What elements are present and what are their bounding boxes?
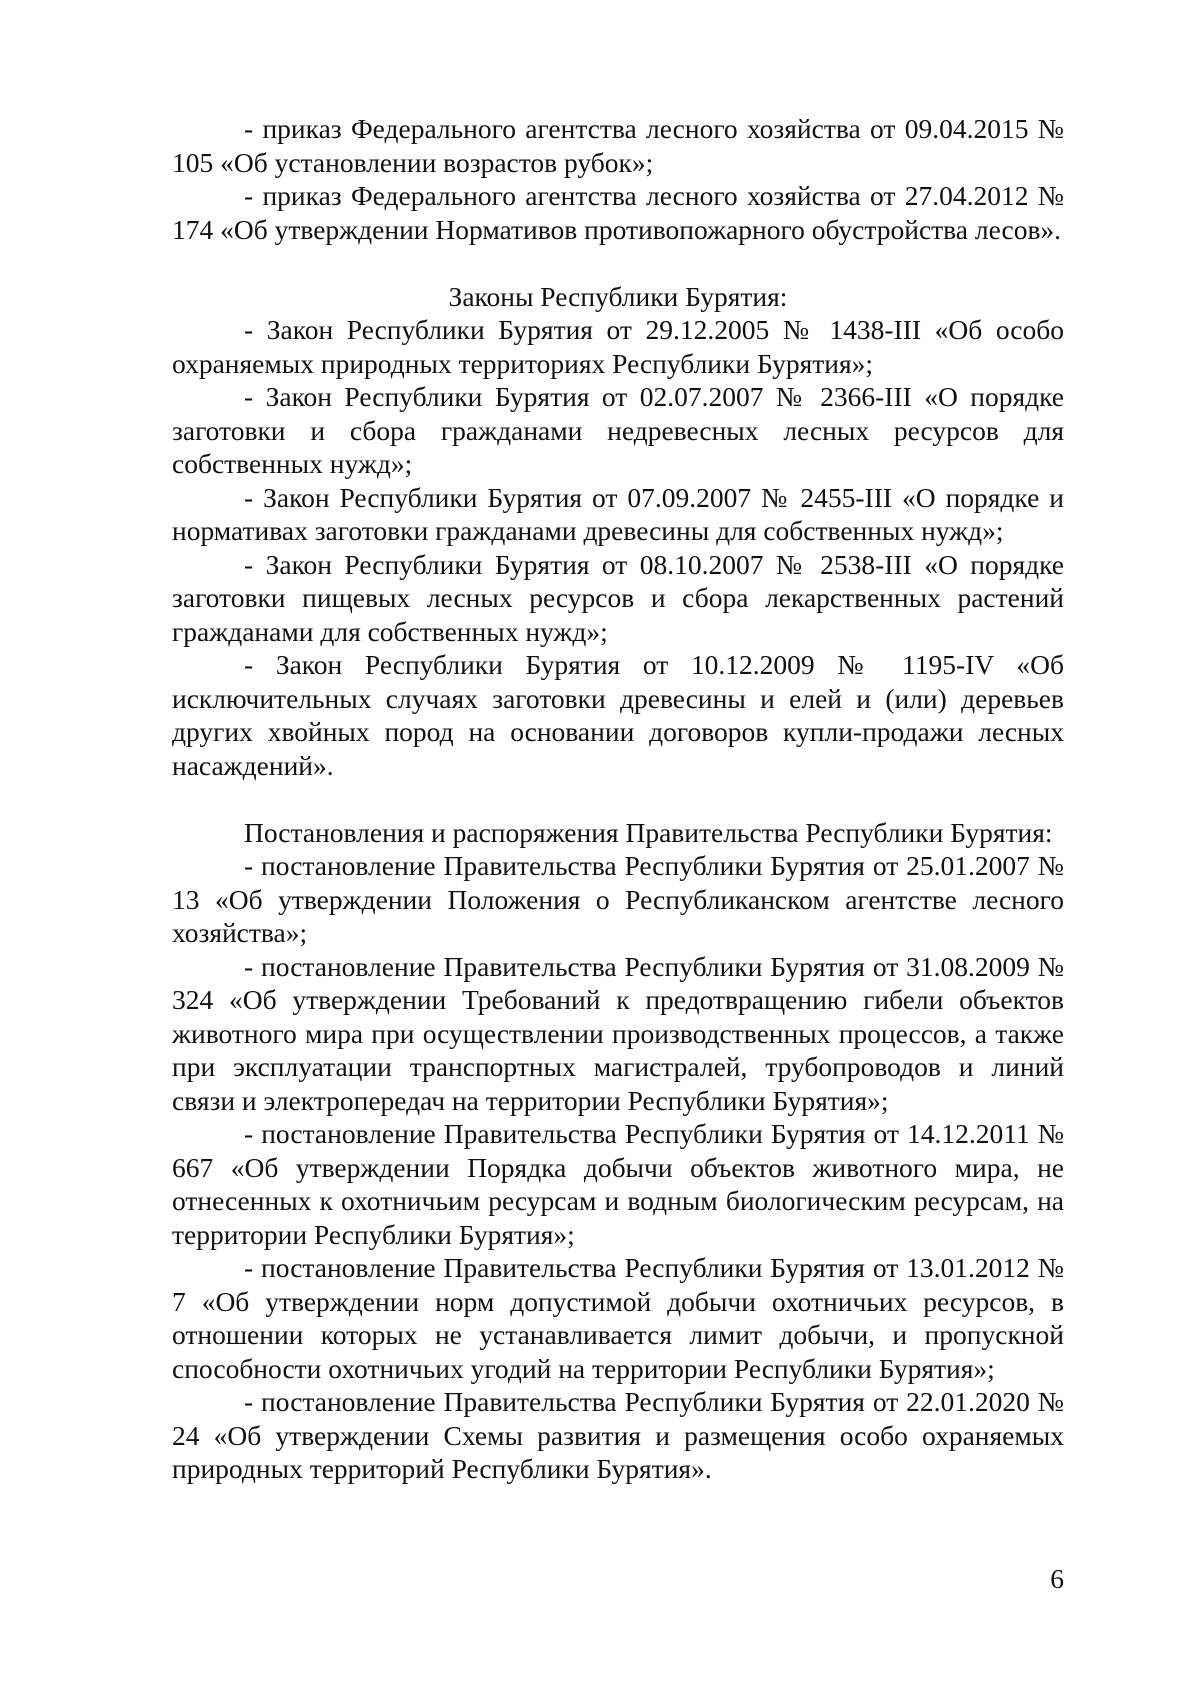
document-body	[172, 112, 1064, 1486]
law-item-2538: - Закон Республики Бурятия от 08.10.2007 № 2538-III «О порядке заготовки пищевых лесных ресурсов и сбора лекарственных растений гражданами для собственных нужд»;	[172, 548, 1064, 647]
law-item-2455: - Закон Республики Бурятия от 07.09.2007 № 2455-III «О порядке и нормативах заготовки гражданами древесины для собственных нужд»;	[172, 481, 1064, 546]
law-item-1195: - Закон Республики Бурятия от 10.12.2009 № 1195-IV «Об исключительных случаях заготовки древесины и елей и (или) деревьев других хвойных пород на основании договоров купли-продажи лесных насаждений».	[172, 649, 1064, 781]
law-item-1438: - Закон Республики Бурятия от 29.12.2005 № 1438-III «Об особо охраняемых природных территориях Республики Бурятия»;	[172, 314, 1064, 379]
resolution-item-13: - постановление Правительства Республики Бурятия от 25.01.2007 № 13 «Об утверждении Положения о Республиканском агентстве лесного хозяйства»;	[172, 850, 1064, 948]
paragraph-order-174: - приказ Федерального агентства лесного хозяйства от 27.04.2012 № 174 «Об утверждении Нормативов противопожарного обустройства лесов».	[172, 180, 1064, 245]
page-number: 6	[1050, 1563, 1064, 1594]
law-item-2366: - Закон Республики Бурятия от 02.07.2007 № 2366-III «О порядке заготовки и сбора гражданами недревесных лесных ресурсов для собственных нужд»;	[172, 381, 1064, 479]
paragraph-order-105: - приказ Федерального агентства лесного хозяйства от 09.04.2015 № 105 «Об установлении возрастов рубок»;	[172, 113, 1064, 178]
resolution-item-7: - постановление Правительства Республики Бурятия от 13.01.2012 № 7 «Об утверждении норм допустимой добычи охотничьих ресурсов, в отношении которых не устанавливается лимит добычи, и пропускной способности охотничьих угодий на территории Республики Бурятия»;	[172, 1252, 1064, 1384]
resolution-item-667: - постановление Правительства Республики Бурятия от 14.12.2011 № 667 «Об утверждении Порядка добычи объектов животного мира, не отнесенных к охотничьим ресурсам и водным биологическим ресурсам, на территории Республики Бурятия»;	[172, 1118, 1064, 1250]
section-heading-resolutions: Постановления и распоряжения Правительства Республики Бурятия:	[244, 816, 1053, 848]
resolution-item-24: - постановление Правительства Республики Бурятия от 22.01.2020 № 24 «Об утверждении Схемы развития и размещения особо охраняемых природных территорий Республики Бурятия».	[172, 1386, 1064, 1484]
resolution-item-324: - постановление Правительства Республики Бурятия от 31.08.2009 № 324 «Об утверждении Требований к предотвращению гибели объектов животного мира при осуществлении производственных процессов, а также при эксплуатации транспортных магистралей, трубопроводов и линий связи и электропередач на территории Республики Бурятия»;	[172, 950, 1064, 1116]
section-heading-laws: Законы Республики Бурятия:	[448, 280, 788, 312]
